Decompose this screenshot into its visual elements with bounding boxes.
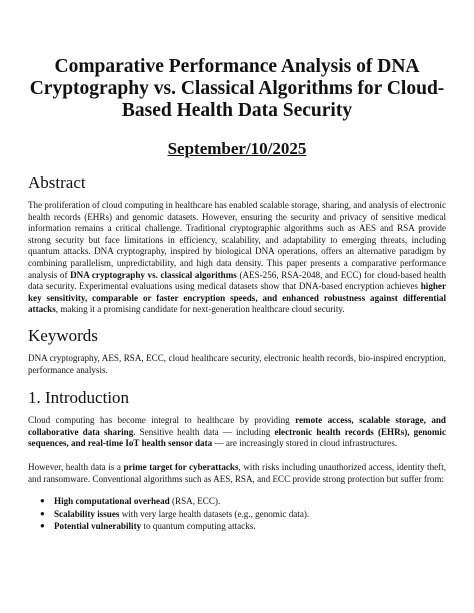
list-item-bold: Potential vulnerability — [54, 520, 142, 531]
abstract-bold-2: higher key sensitivity, comparable or faster encryption speeds, and enhanced robustness against differential attacks — [28, 281, 446, 315]
list-item-bold: High computational overhead — [54, 496, 170, 507]
introduction-paragraph-2 — [28, 462, 446, 485]
introduction-paragraph-1 — [28, 415, 446, 450]
limitations-list — [28, 495, 446, 532]
keywords-paragraph: DNA cryptography, AES, RSA, ECC, cloud healthcare security, electronic health records, bio-inspired encryption, performance analysis. — [28, 352, 446, 375]
abstract-bold-1: DNA cryptography vs. classical algorithms — [70, 269, 237, 280]
intro-p2-text-1: However, health data is a — [28, 461, 124, 472]
abstract-heading: Abstract — [28, 173, 86, 192]
intro-p2-text-2: , with risks including unauthorized access, identity theft, and ransomware. Conventional algorithms such as AES, RSA, and ECC provide strong protection but suffer from: — [28, 461, 446, 484]
bullet-icon: ● — [40, 496, 45, 506]
list-item-text: with very large health datasets (e.g., genomic data). — [119, 508, 310, 519]
abstract-paragraph — [28, 200, 446, 316]
intro-p1-bold-2: electronic health records (EHRs), genomic sequences, and real-time IoT health sensor data — [28, 426, 446, 449]
bullet-icon: ● — [40, 520, 45, 530]
abstract-text-1: The proliferation of cloud computing in healthcare has enabled scalable storage, sharing, and analysis of electronic health records (EHRs) and genomic datasets. However, ensuring the security and privacy of sensitive medical information remains a critical challenge. Traditional cryptographic algorithms such as AES and RSA provide strong security but face limitations in efficiency, scalability, and adaptability to emerging threats, including quantum attacks. DNA cryptography, inspired by biological DNA operations, offers an alternative paradigm by combining parallelism, unpredictability, and high data density. This paper presents a comparative performance analysis of — [28, 200, 446, 280]
introduction-heading: 1. Introduction — [28, 388, 130, 408]
list-item — [42, 495, 446, 507]
paper-title: Comparative Performance Analysis of DNA Cryptography vs. Classical Algorithms for Cloud-Based Health Data Security — [29, 56, 445, 121]
bullet-icon: ● — [40, 508, 45, 518]
paper-date: September/10/2025 — [167, 139, 307, 158]
list-item — [42, 508, 446, 520]
list-item-text: to quantum computing attacks. — [141, 520, 256, 531]
intro-p1-bold-1: remote access, scalable storage, and collaborative data sharing — [28, 415, 446, 437]
abstract-text-3: , making it a promising candidate for next-generation healthcare cloud security. — [55, 304, 345, 315]
list-item-text: (RSA, ECC). — [169, 496, 221, 507]
abstract-text-2: (AES-256, RSA-2048, and ECC) for cloud-based health data security. Experimental evaluations using medical datasets show that DNA-based encryption achieves — [28, 269, 446, 292]
list-item-bold: Scalability issues — [54, 508, 120, 519]
intro-p2-bold-1: prime target for cyberattacks — [123, 461, 239, 472]
intro-p1-text-3: — are increasingly stored in cloud infrastructures. — [212, 438, 398, 449]
keywords-heading: Keywords — [28, 325, 98, 345]
intro-p1-text-2: . Sensitive health data — including — [133, 426, 275, 437]
intro-p1-text-1: Cloud computing has become integral to healthcare by providing — [28, 415, 296, 426]
list-item — [42, 520, 446, 532]
